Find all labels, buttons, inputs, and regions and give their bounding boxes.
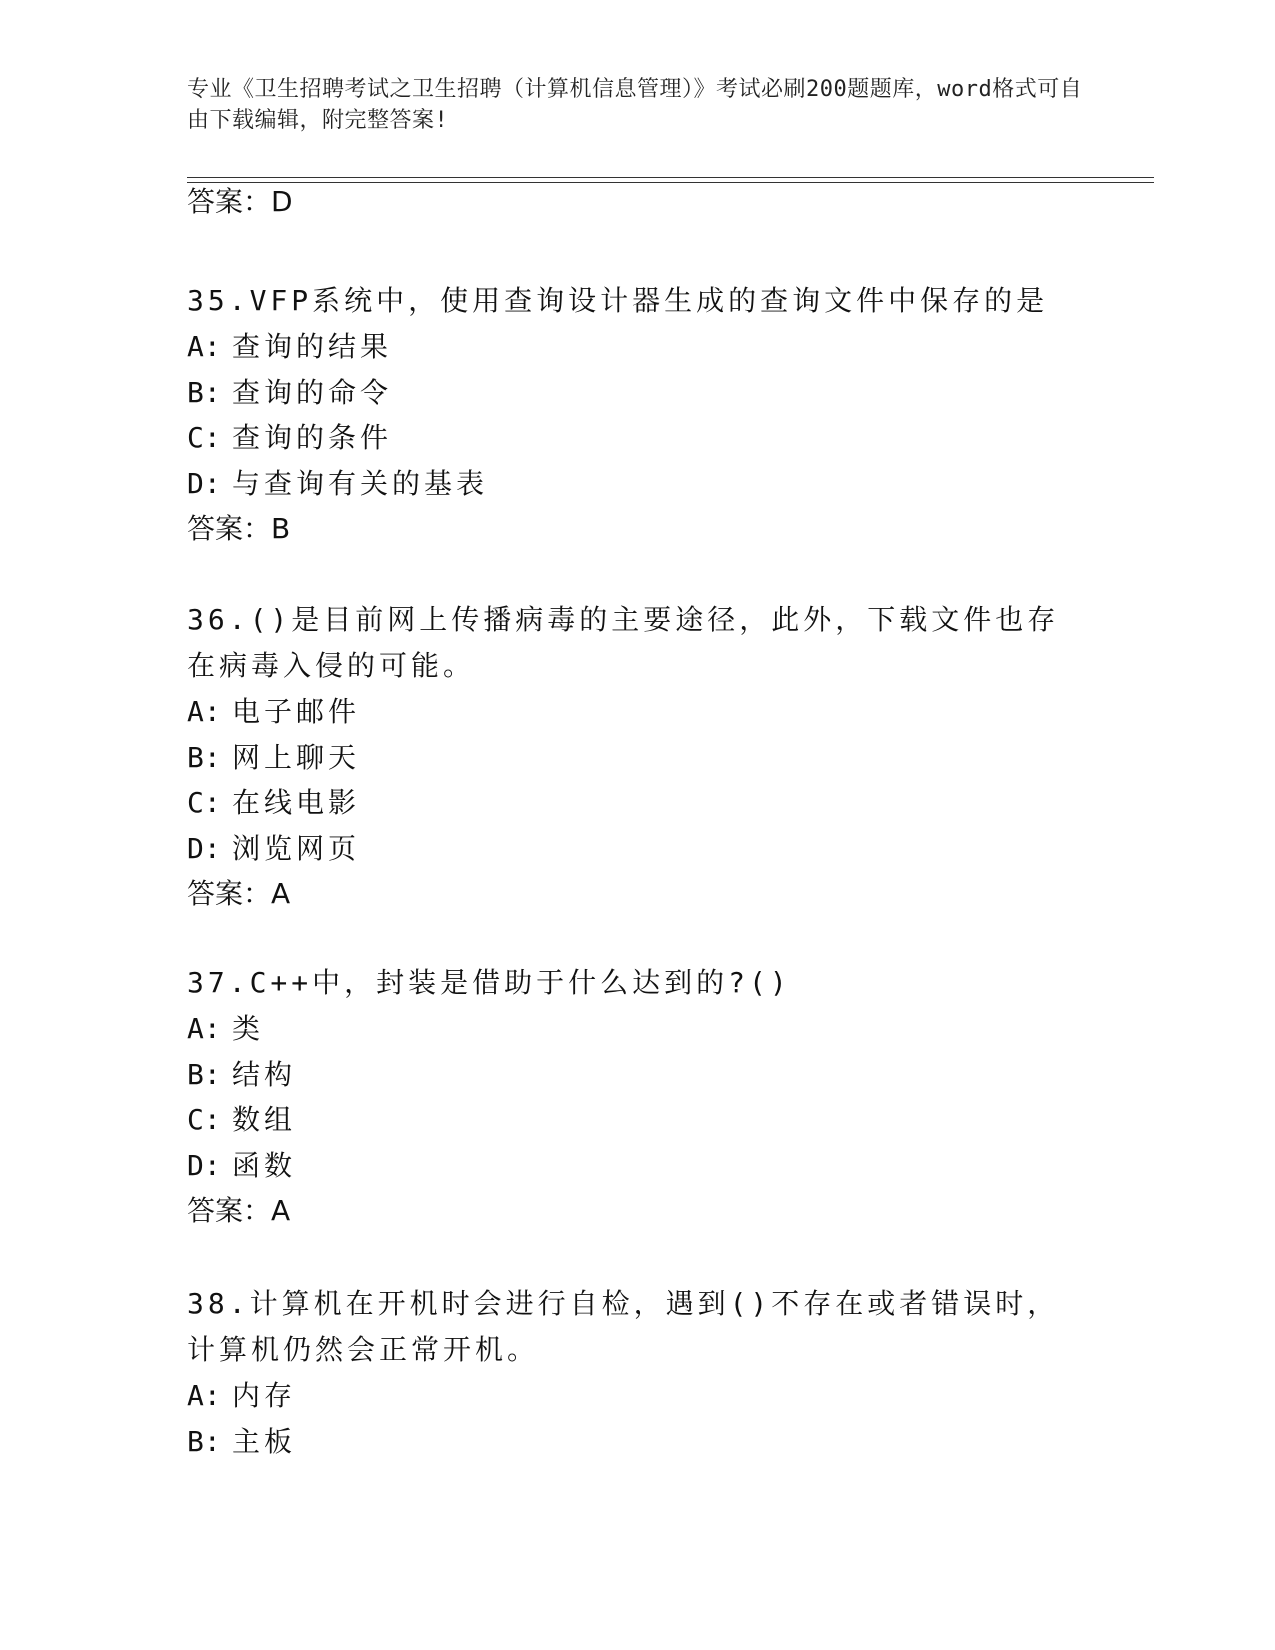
option-letter: C: bbox=[187, 421, 221, 454]
option-b bbox=[187, 735, 1087, 781]
option-letter: A: bbox=[187, 330, 221, 363]
header-divider bbox=[187, 177, 1154, 183]
option-letter: D: bbox=[187, 466, 221, 500]
question-35 bbox=[187, 278, 1087, 552]
option-a bbox=[187, 689, 1087, 735]
option-text: 查询的条件 bbox=[232, 421, 393, 454]
option-text: 主板 bbox=[232, 1424, 297, 1458]
document-header: 专业《卫生招聘考试之卫生招聘（计算机信息管理）》考试必刷200题题库，word格式可自由下载编辑，附完整答案! bbox=[187, 77, 1083, 133]
option-text: 函数 bbox=[232, 1148, 297, 1182]
option-b bbox=[187, 1052, 1087, 1098]
option-c bbox=[187, 780, 1087, 826]
option-letter: B: bbox=[187, 1057, 221, 1091]
option-letter: B: bbox=[187, 375, 221, 409]
option-letter: D: bbox=[187, 831, 221, 865]
question-answer: 答案：A bbox=[187, 877, 291, 910]
option-d bbox=[187, 461, 1087, 507]
option-b bbox=[187, 370, 1087, 416]
option-b bbox=[187, 1419, 1087, 1465]
option-letter: D: bbox=[187, 1148, 221, 1182]
option-letter: A: bbox=[187, 1379, 221, 1412]
option-text: 电子邮件 bbox=[232, 695, 361, 728]
option-text: 内存 bbox=[232, 1379, 297, 1412]
question-38 bbox=[187, 1281, 1087, 1464]
option-letter: A: bbox=[187, 1012, 221, 1045]
question-text: 35.VFP系统中，使用查询设计器生成的查询文件中保存的是 bbox=[187, 284, 1049, 317]
question-37 bbox=[187, 960, 1087, 1234]
option-text: 类 bbox=[232, 1012, 265, 1045]
option-text: 浏览网页 bbox=[232, 831, 361, 865]
previous-answer: 答案：D bbox=[187, 185, 293, 218]
option-text: 数组 bbox=[232, 1103, 297, 1136]
question-text: 38.计算机在开机时会进行自检，遇到()不存在或者错误时，计算机仍然会正常开机。 bbox=[187, 1287, 1060, 1366]
option-d bbox=[187, 826, 1087, 872]
option-d bbox=[187, 1143, 1087, 1189]
option-letter: C: bbox=[187, 786, 221, 819]
option-text: 与查询有关的基表 bbox=[232, 466, 489, 500]
option-text: 在线电影 bbox=[232, 786, 361, 819]
option-letter: C: bbox=[187, 1103, 221, 1136]
option-letter: B: bbox=[187, 1424, 221, 1458]
question-text: 36.()是目前网上传播病毒的主要途径，此外，下载文件也存在病毒入侵的可能。 bbox=[187, 603, 1060, 682]
question-answer: 答案：B bbox=[187, 512, 291, 545]
option-text: 结构 bbox=[232, 1057, 297, 1091]
option-text: 网上聊天 bbox=[232, 740, 361, 774]
option-c bbox=[187, 1097, 1087, 1143]
question-answer: 答案：A bbox=[187, 1194, 291, 1227]
question-text: 37.C++中，封装是借助于什么达到的?() bbox=[187, 966, 791, 999]
question-36 bbox=[187, 597, 1087, 917]
option-a bbox=[187, 1006, 1087, 1052]
option-a bbox=[187, 1373, 1087, 1419]
option-text: 查询的结果 bbox=[232, 330, 393, 363]
option-text: 查询的命令 bbox=[232, 375, 393, 409]
option-a bbox=[187, 324, 1087, 370]
option-letter: B: bbox=[187, 740, 221, 774]
option-letter: A: bbox=[187, 695, 221, 728]
option-c bbox=[187, 415, 1087, 461]
